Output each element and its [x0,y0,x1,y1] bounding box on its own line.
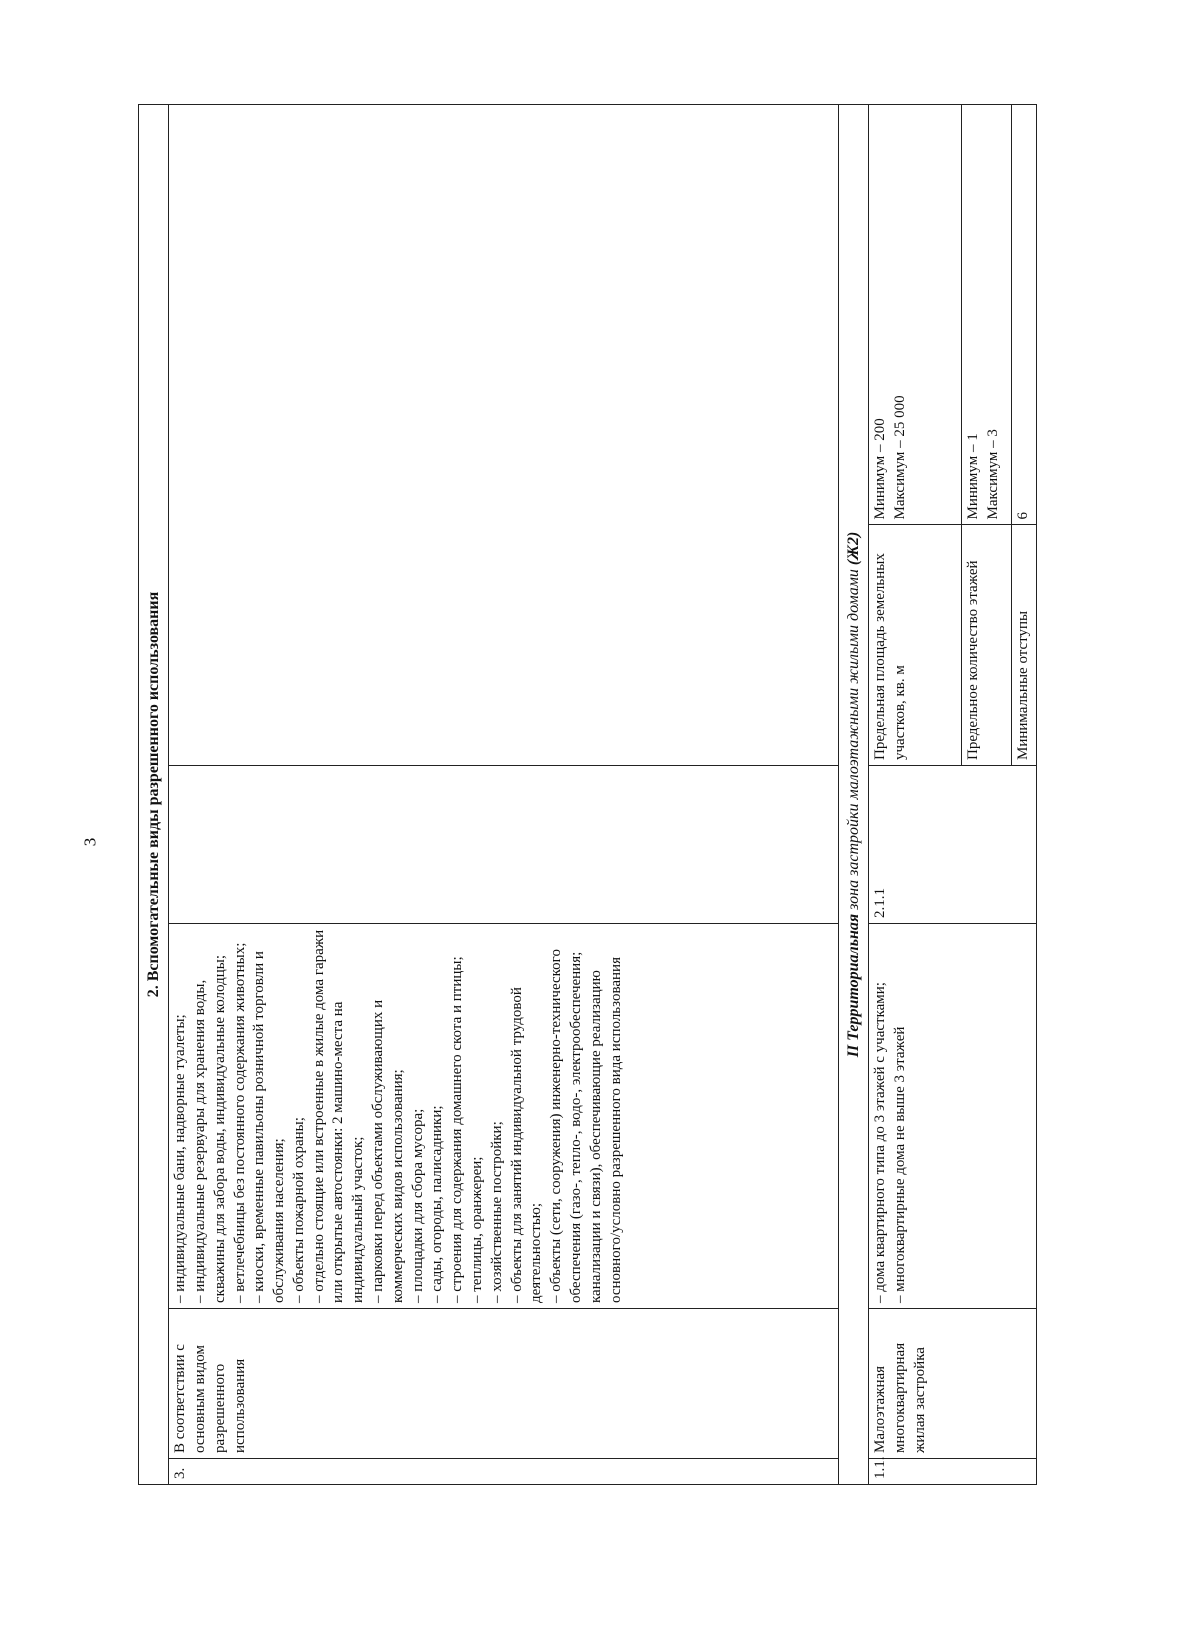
param-name: Предельное количество этажей [961,525,1011,765]
list-item: – объекты (сети, сооружения) инженерно-технического обеспечения (газо-, тепло-, водо-, электрообеспечения; канализации и связи), обеспечивающие реализацию основного/условно разрешенного вида использования [548,949,624,1303]
list-item: – многоквартирные дома не выше 3 этажей [892,1026,909,1303]
table-row [869,105,1036,1485]
uses-list-cell [169,924,839,1309]
param-value-line: Максимум – 25 000 [892,395,909,520]
list-item: – площадки для сбора мусора; [409,1108,426,1303]
rotated-page-content [138,105,1078,1485]
param-value [961,105,1011,525]
params-cell [869,105,1036,766]
row-number: 3. [169,1459,839,1485]
zone-cell: В соответствии с основным видом разрешенного использования [169,1309,839,1459]
param-value [869,105,961,525]
param-name: Предельная площадь земельных участков, кв. м [869,525,961,765]
param-row [961,105,1011,765]
list-item: – индивидуальные бани, надворные туалеты; [172,1014,189,1303]
zone-header-row [839,105,869,1485]
list-item: – киоски, временные павильоны розничной торговли и обслуживания населения; [251,951,288,1303]
uses-list-cell [869,924,1036,1309]
zone-title-text: зона застройки малоэтажными жилыми домами [845,565,863,914]
section-header-row [139,105,169,1485]
list-item: – теплицы, оранжереи; [469,1156,486,1303]
param-row [869,105,961,765]
param-name: Минимальные отступы [1011,525,1035,765]
list-item: – дома квартирного типа до 3 этажей с участками; [872,982,889,1303]
list-item: – объекты пожарной охраны; [290,1117,307,1303]
zone-title [839,105,869,1485]
params-cell [169,105,839,766]
param-value-line: Минимум – 200 [872,418,889,520]
code-cell: 2.1.1 [869,766,1036,924]
zone-title-prefix: II Территориальная [845,913,863,1058]
row-number: 1.1. [869,1459,1036,1485]
zone-title-code: (Ж2) [845,531,863,566]
list-item: – сады, огороды, палисадники; [429,1105,446,1303]
list-item: – ветлечебницы без постоянного содержания животных; [231,942,248,1303]
zoning-table [138,104,1037,1485]
list-item: – индивидуальные резервуары для хранения воды, скважины для забора воды, индивидуальные колодцы; [191,954,228,1303]
zone-cell: Малоэтажная многоквартирная жилая застройка [869,1309,1036,1459]
list-item: – хозяйственные постройки; [488,1121,505,1303]
code-cell [169,766,839,924]
list-item: – парковки перед объектами обслуживающих и коммерческих видов использования; [370,999,406,1303]
param-value-line: Максимум – 3 [984,429,1001,520]
params-table [869,105,1035,765]
section-title: 2. Вспомогательные виды разрешенного использования [139,105,169,1485]
param-row [1011,105,1035,765]
table-row [169,105,839,1485]
list-item: – отдельно стоящие или встроенные в жилые дома гаражи или открытые автостоянки: 2 машино-места на индивидуальный участок; [310,929,367,1303]
param-value-line: Минимум – 1 [964,433,981,520]
list-item: – строения для содержания домашнего скота и птицы; [449,956,466,1303]
page-number: 3 [80,837,100,847]
list-item: – объекты для занятий индивидуальной трудовой деятельностью; [508,987,545,1303]
param-value: 6 [1011,105,1035,525]
